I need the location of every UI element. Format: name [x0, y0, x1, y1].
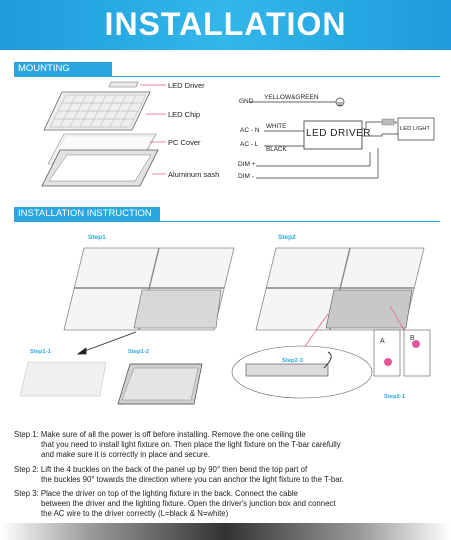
step-1-line-2: that you need to install light fixture on. Then place the light fixture on the T-bar carefully: [41, 440, 341, 450]
led-driver-text: LED DRIVER: [306, 128, 372, 139]
wiring-ac-n-label: AC - N: [240, 127, 260, 134]
ceiling-grid: [64, 248, 234, 330]
step1-illustration: [18, 244, 240, 412]
step-3-text: [14, 489, 439, 520]
step1-1-tile: [20, 362, 106, 396]
step-2-text: [14, 465, 439, 485]
wiring-dim-minus-label: DIM -: [238, 173, 254, 180]
led-chip-panel: [44, 92, 150, 130]
step1-2-panel: [118, 364, 202, 404]
connector-plug: [382, 119, 394, 125]
step2-1-detail: [374, 330, 430, 376]
step-2-line-2: the buckles 90° towards the direction where you can anchor the light fixture to the T-bar.: [41, 474, 344, 484]
wiring-white-label: WHITE: [266, 123, 287, 130]
installation-instruction-heading: INSTALLATION INSTRUCTION: [14, 207, 160, 221]
step2-illustration: [228, 244, 448, 414]
step-1-line-3: and make sure it is correctly in place and secure.: [41, 450, 211, 460]
instruction-steps: [14, 430, 439, 524]
svg-text:B: B: [410, 335, 415, 342]
ceiling-grid-installed: [256, 248, 424, 330]
step2-label: Step2: [278, 234, 296, 241]
wiring-yellow-green-label: YELLOW&GREEN: [264, 94, 319, 101]
step-3-line-3: the AC wire to the driver correctly (L=black & N=white): [41, 509, 229, 519]
label-aluminum-sash: Aluminum sash: [168, 170, 220, 179]
step-1-text: [14, 430, 439, 461]
installation-instruction-divider: [14, 221, 440, 222]
step2-3-detail: [232, 346, 372, 398]
label-led-driver: LED Driver: [168, 81, 205, 90]
label-pc-cover: PC Cover: [168, 138, 201, 147]
aluminum-sash-part: [42, 150, 158, 186]
step-3-line-2: between the driver and the lighting fixture. Open the driver's junction box and connect: [41, 499, 336, 509]
mounting-guides-heading: MOUNTING GUIDES: [14, 62, 112, 76]
installed-panel: [326, 290, 412, 328]
step2-1-label: Step2-1: [384, 394, 405, 400]
page-title: INSTALLATION: [104, 6, 347, 42]
led-light-text: LED LIGHT: [400, 126, 430, 132]
svg-text:A: A: [380, 338, 385, 345]
step2-3-label: Step2-3: [282, 358, 303, 364]
step-1-line-1: Step 1: Make sure of all the power is off before installing. Remove the one ceiling tile: [14, 430, 306, 439]
footer-gradient-bar: [0, 523, 451, 540]
mounting-guides-divider: [14, 76, 440, 77]
wiring-gnd-label: GND: [239, 98, 254, 105]
step1-1-label: Step1-1: [30, 349, 51, 355]
step1-label: Step1: [88, 234, 106, 241]
wiring-dim-plus-label: DIM +: [238, 161, 256, 168]
step-3-line-1: Step 3: Place the driver on top of the lighting fixture in the back. Connect the cable: [14, 489, 298, 499]
wiring-ac-l-label: AC - L: [240, 141, 259, 148]
opening-tile: [134, 290, 221, 328]
led-driver-part: [109, 82, 138, 87]
label-led-chip: LED Chip: [168, 110, 201, 119]
step1-2-label: Step1-2: [128, 349, 149, 355]
wiring-black-label: BLACK: [266, 146, 287, 153]
step-2-line-1: Step 2: Lift the 4 buckles on the back of the panel up by 90° then bend the top part of: [14, 464, 308, 474]
